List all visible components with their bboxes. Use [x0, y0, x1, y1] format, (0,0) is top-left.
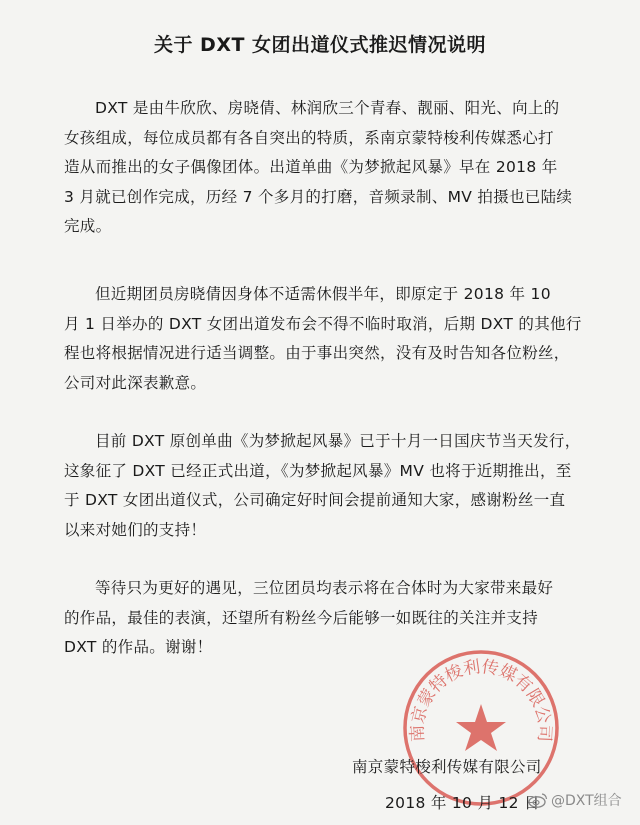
paragraph-line: DXT 是由牛欣欣、房晓倩、林润欣三个青春、靓丽、阳光、向上的	[95, 99, 560, 117]
weibo-watermark	[528, 790, 622, 810]
paragraph-line: 3 月就已创作完成，历经 7 个多月的打磨，音频录制、MV 拍摄也已陆续	[64, 187, 573, 206]
paragraph-line: 但近期团员房晓倩因身体不适需休假半年，即原定于 2018 年 10	[95, 285, 551, 303]
paragraph-1	[64, 94, 584, 242]
paragraph-3	[64, 427, 584, 545]
document-title: 关于 DXT 女团出道仪式推迟情况说明	[153, 34, 487, 56]
paragraph-line: 等待只为更好的遇见，三位团员均表示将在合体时为大家带来最好	[95, 579, 554, 597]
paragraph-line: 月 1 日举办的 DXT 女团出道发布会不得不临时取消，后期 DXT 的其他行	[64, 314, 582, 333]
signature-date: 2018 年 10 月 12 日	[385, 794, 540, 812]
paragraph-line: 目前 DXT 原创单曲《为梦掀起风暴》已于十月一日国庆节当天发行，	[95, 432, 581, 450]
paragraph-line: DXT 的作品。谢谢！	[64, 638, 213, 656]
company-seal-stamp	[395, 642, 567, 814]
seal-star-icon	[456, 704, 506, 751]
paragraph-line: 以来对她们的支持！	[64, 520, 207, 539]
weibo-logo-icon	[528, 792, 548, 808]
paragraph-line: 这象征了 DXT 已经正式出道，《为梦掀起风暴》MV 也将于近期推出，至	[64, 461, 572, 480]
watermark-text: @DXT组合	[551, 793, 622, 809]
paragraph-line: 于 DXT 女团出道仪式，公司确定好时间会提前通知大家，感谢粉丝一直	[64, 491, 566, 509]
paragraph-line: 公司对此深表歉意。	[64, 373, 207, 392]
signature-company: 南京蒙特梭利传媒有限公司	[352, 758, 542, 776]
seal-arc-text: 南京蒙特梭利传媒有限公司	[407, 657, 555, 743]
paragraph-line: 女孩组成，每位成员都有各自突出的特质，系南京蒙特梭利传媒悉心打	[64, 128, 554, 147]
paragraph-2	[64, 280, 584, 398]
paragraph-line: 的作品，最佳的表演，还望所有粉丝今后能够一如既往的关注并支持	[64, 608, 539, 627]
paragraph-line: 造从而推出的女子偶像团体。出道单曲《为梦掀起风暴》早在 2018 年	[64, 158, 558, 176]
paragraph-line: 程也将根据情况进行适当调整。由于事出突然，没有及时告知各位粉丝，	[64, 344, 570, 362]
paragraph-line: 完成。	[64, 217, 112, 235]
